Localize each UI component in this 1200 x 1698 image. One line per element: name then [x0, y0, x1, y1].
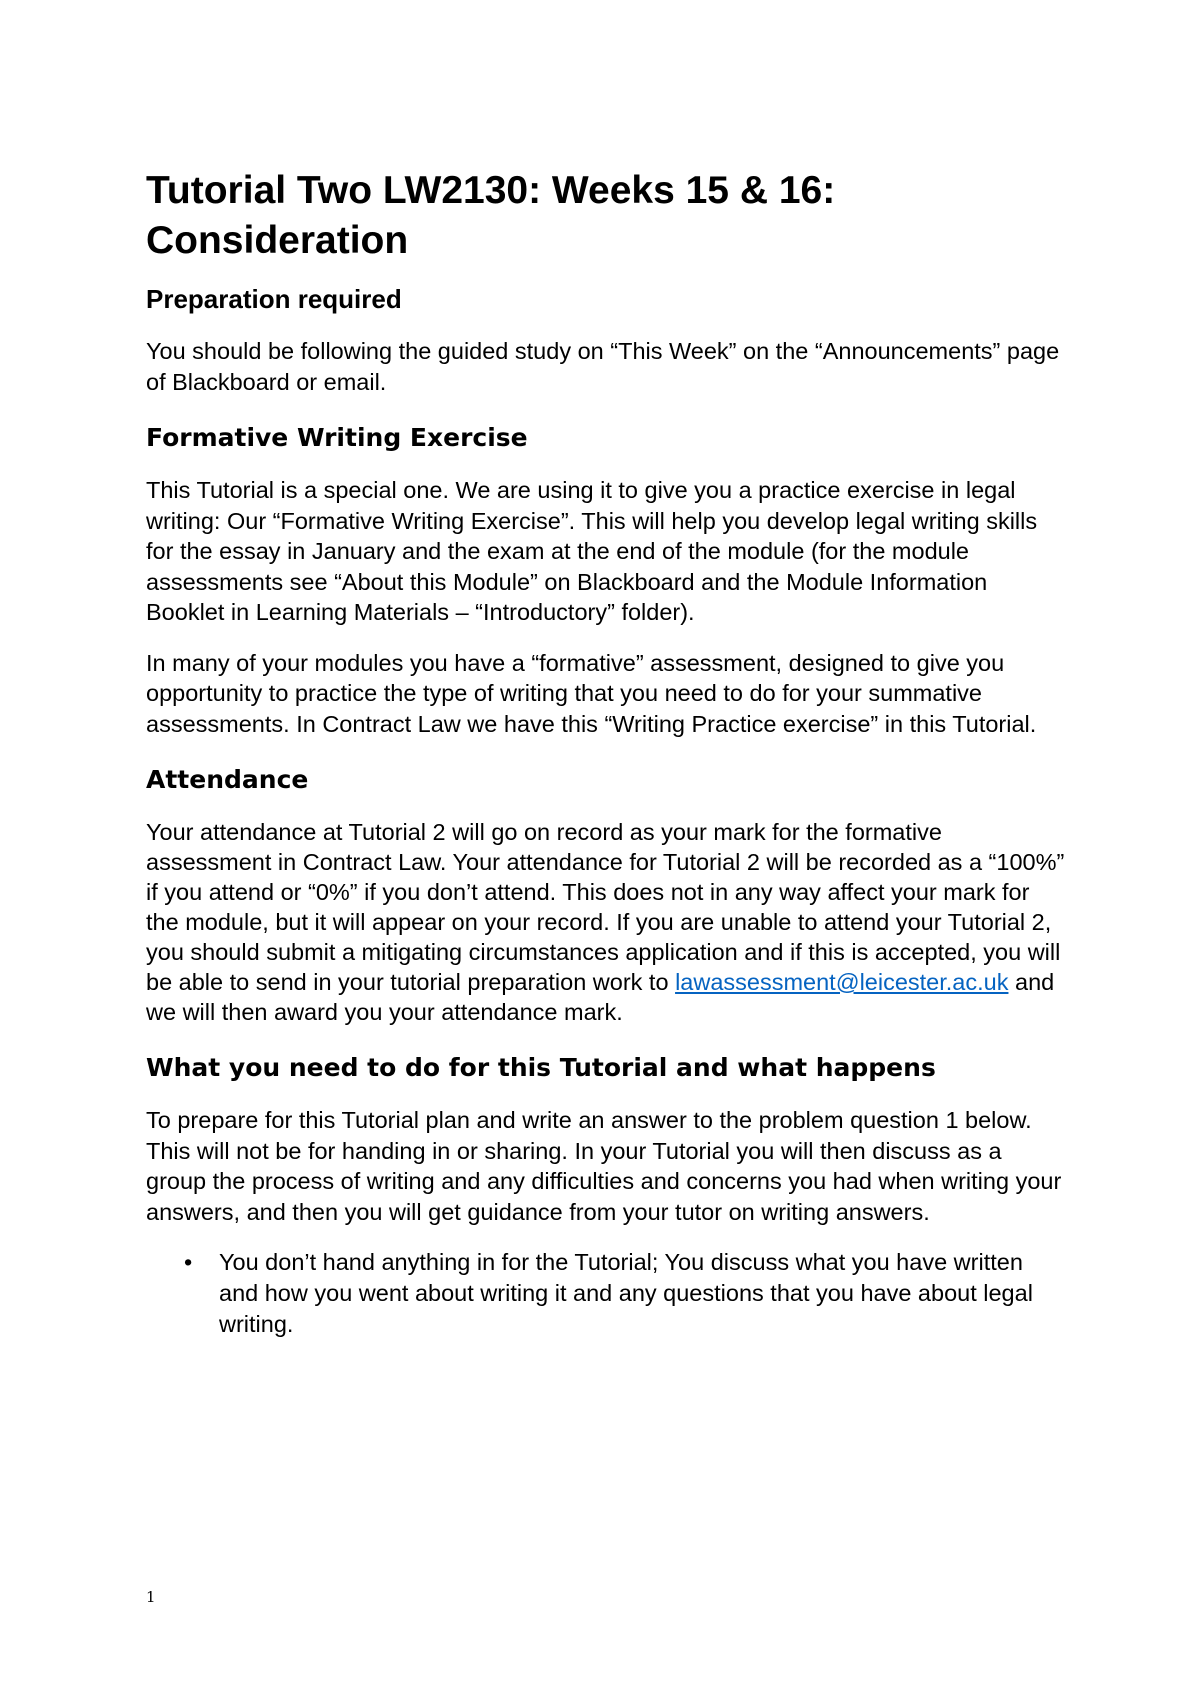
preparation-heading: Preparation required — [146, 284, 402, 314]
what-to-do-heading: What you need to do for this Tutorial and what happens — [146, 1053, 936, 1082]
document-title: Tutorial Two LW2130: Weeks 15 & 16: Consideration — [146, 169, 836, 262]
formative-paragraph-1: This Tutorial is a special one. We are using it to give you a practice exercise in legal writing: Our “Formative Writing Exercise”. This will help you develop legal writing skills for the essay in January and the exam at the end of the module (for the module assessments see “About this Module” on Blackboard and the Module Information Booklet in Learning Materials – “Introductory” folder). — [146, 477, 1038, 625]
preparation-paragraph: You should be following the guided study on “This Week” on the “Announcements” page of Blackboard or email. — [146, 338, 1060, 395]
page-number: 1 — [146, 1588, 156, 1606]
attendance-paragraph — [146, 817, 1066, 1027]
bullet-icon: • — [184, 1249, 193, 1275]
formative-paragraph-2: In many of your modules you have a “formative” assessment, designed to give you opportunity to practice the type of writing that you need to do for your summative assessments. In Contract Law we have this “Writing Practice exercise” in this Tutorial. — [146, 649, 1037, 737]
attendance-text-after-link: and we will then award you your attendance mark. — [146, 969, 1055, 1025]
list-item — [146, 1247, 1066, 1340]
email-link[interactable]: lawassessment@leicester.ac.uk — [675, 969, 1009, 995]
list-item-text: You don’t hand anything in for the Tutorial; You discuss what you have written and how you went about writing it and any questions that you have about legal writing. — [219, 1249, 1033, 1337]
what-to-do-bullet-list — [146, 1247, 1066, 1340]
attendance-heading: Attendance — [146, 765, 309, 794]
document-body — [146, 166, 1066, 1340]
attendance-text-before-link: Your attendance at Tutorial 2 will go on record as your mark for the formative assessment in Contract Law. Your attendance for Tutorial 2 will be recorded as a “100%” if you attend or “0%” if you don’t attend. This does not in any way affect your mark for the module, but it will appear on your record. If you are unable to attend your Tutorial 2, you should submit a mitigating circumstances application and if this is accepted, you will be able to send in your tutorial preparation work to — [146, 819, 1065, 995]
what-to-do-paragraph: To prepare for this Tutorial plan and write an answer to the problem question 1 below. This will not be for handing in or sharing. In your Tutorial you will then discuss as a group the process of writing and any difficulties and concerns you had when writing your answers, and then you will get guidance from your tutor on writing answers. — [146, 1107, 1062, 1225]
formative-heading: Formative Writing Exercise — [146, 423, 528, 452]
